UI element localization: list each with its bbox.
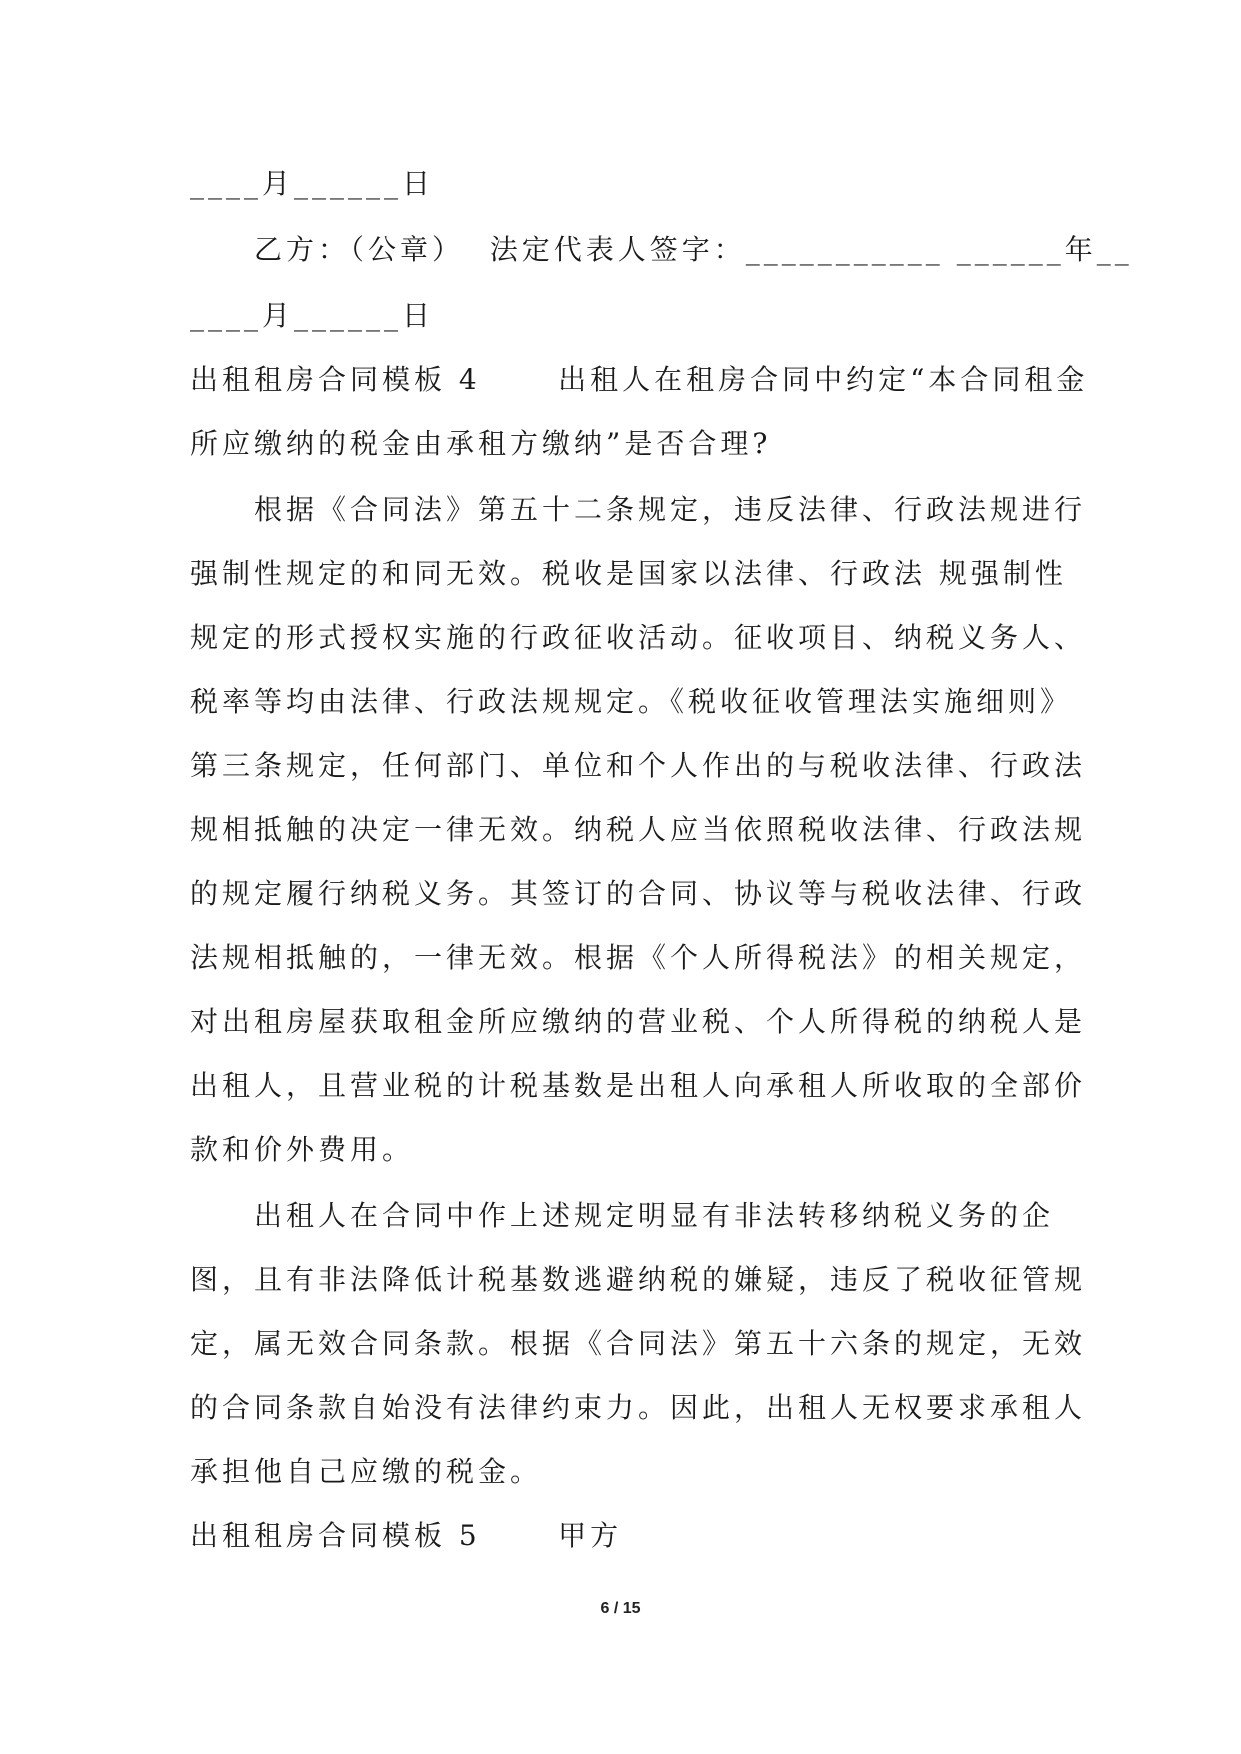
text-line: 款和价外费用。 xyxy=(190,1133,415,1166)
text-line: 法规相抵触的，一律无效。根据《个人所得税法》的相关规定， xyxy=(190,941,1087,974)
text-line: 规相抵触的决定一律无效。纳税人应当依照税收法律、行政法规 xyxy=(190,813,1087,846)
text-line: 承担他自己应缴的税金。 xyxy=(190,1455,543,1488)
paragraph-start: 根据《合同法》第五十二条规定，违反法律、行政法规进行 xyxy=(254,493,1087,526)
text-line: 第三条规定，任何部门、单位和个人作出的与税收法律、行政法 xyxy=(190,749,1087,782)
page-number: 6 / 15 xyxy=(600,1600,641,1617)
text-line: 所应缴纳的税金由承租方缴纳”是否合理? xyxy=(190,427,772,460)
text-line: 规定的形式授权实施的行政征收活动。征收项目、纳税义务人、 xyxy=(190,621,1087,654)
text-line: 的合同条款自始没有法律约束力。因此，出租人无权要求承租人 xyxy=(190,1391,1087,1424)
text-line: 对出租房屋获取租金所应缴纳的营业税、个人所得税的纳税人是 xyxy=(190,1005,1087,1038)
date-line-1: ____月______日 xyxy=(190,167,435,200)
text-line: 出租人，且营业税的计税基数是出租人向承租人所收取的全部价 xyxy=(190,1069,1087,1102)
text-line: 定，属无效合同条款。根据《合同法》第五十六条的规定，无效 xyxy=(190,1327,1087,1360)
section-heading-5: 出租租房合同模板 5 甲方 xyxy=(190,1519,623,1552)
text-line: 的规定履行纳税义务。其签订的合同、协议等与税收法律、行政 xyxy=(190,877,1087,910)
date-line-2: ____月______日 xyxy=(190,299,435,332)
text-line: 强制性规定的和同无效。税收是国家以法律、行政法 规强制性 xyxy=(190,557,1067,590)
paragraph-start: 出租人在合同中作上述规定明显有非法转移纳税义务的企 xyxy=(254,1199,1055,1232)
party-b-signature-line: 乙方：（公章） 法定代表人签字：___________ ______年__ xyxy=(254,233,1133,266)
text-line: 税率等均由法律、行政法规规定。《税收征收管理法实施细则》 xyxy=(190,685,1073,718)
section-heading-4: 出租租房合同模板 4 出租人在租房合同中约定“本合同租金 xyxy=(190,363,1089,396)
text-line: 图，且有非法降低计税基数逃避纳税的嫌疑，违反了税收征管规 xyxy=(190,1263,1087,1296)
